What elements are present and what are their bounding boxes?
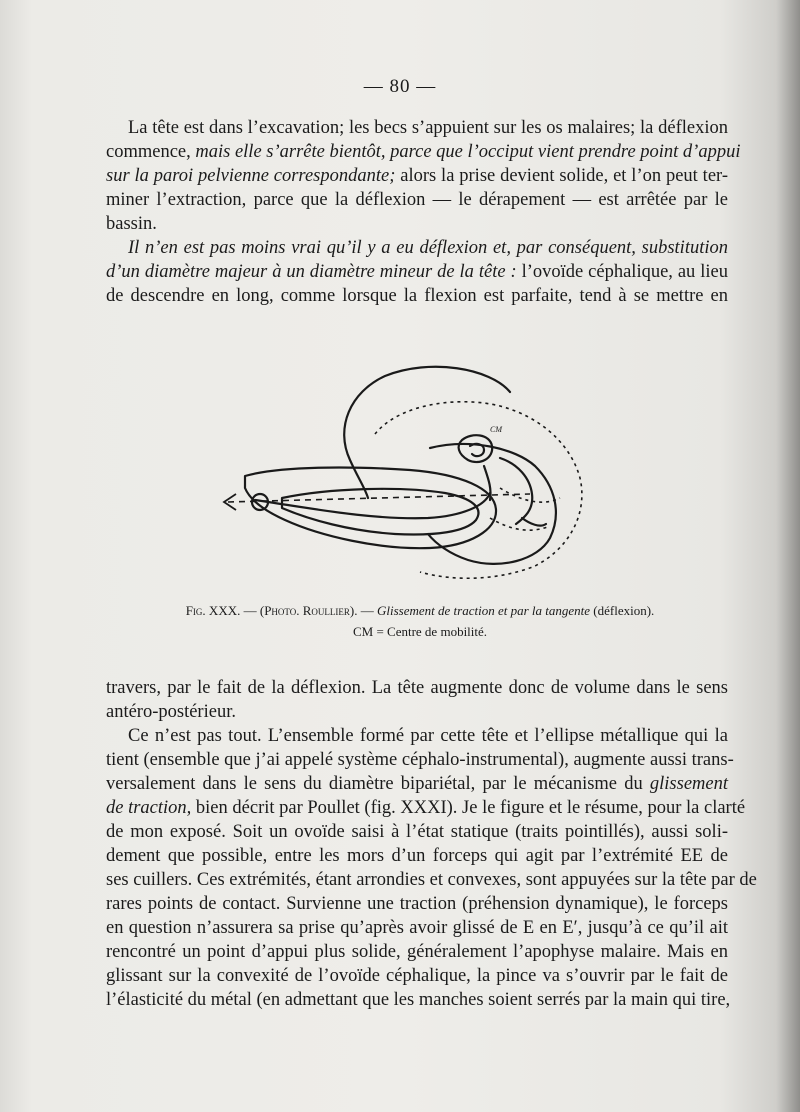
text-line (106, 164, 728, 188)
text-segment: dement que possible, entre les mors d’un forceps qui agit par l’extrémité EE de (106, 846, 728, 866)
text-segment: bassin. (106, 214, 157, 234)
text-segment: glissant sur la convexité de l’ovoïde céphalique, la pince va s’ouvrir par le fait de (106, 966, 728, 986)
text-segment: La tête est dans l’excavation; les becs s’appuient sur les os malaires; la déflexion (128, 118, 728, 138)
page-number: — 80 — (363, 76, 437, 97)
text-block-top (106, 116, 741, 308)
figure-caption-legend: CM = Centre de mobilité. (352, 624, 488, 639)
label-cm: CM (490, 425, 502, 434)
text-segment: commence, (106, 142, 196, 162)
italic-text: glissement (649, 774, 728, 794)
italic-text: mais elle s’arrête bientôt, parce que l’occiput vient prendre point d’appui (195, 142, 741, 162)
text-line (106, 188, 728, 212)
text-segment: alors la prise devient solide, et l’on peut ter- (395, 166, 728, 186)
figure-label: Fig. XXX. (185, 603, 241, 618)
text-block-bottom (106, 676, 757, 1012)
text-line (106, 748, 734, 772)
text-line (106, 260, 728, 284)
text-segment: de descendre en long, comme lorsque la flexion est parfaite, tend à se mettre en (106, 286, 728, 306)
figure-caption (100, 603, 740, 619)
text-segment: bien décrit par Poullet (fig. XXXI). Je le figure et le résume, pour la clarté (191, 798, 746, 818)
text-segment: antéro-postérieur. (106, 702, 236, 722)
text-line (106, 724, 728, 748)
italic-text: Il n’en est pas moins vrai qu’il y a eu déflexion et, par conséquent, substitution (128, 238, 728, 258)
forceps-diagram (200, 348, 600, 588)
caption-dash: — (240, 603, 260, 618)
text-segment: Ce n’est pas tout. L’ensemble formé par cette tête et l’ellipse métallique qui la (128, 726, 728, 746)
text-segment: versalement dans le sens du diamètre bipariétal, par le mécanisme du (106, 774, 650, 794)
text-line (106, 796, 746, 820)
text-line (106, 916, 728, 940)
text-line (106, 868, 757, 892)
text-line (106, 820, 728, 844)
caption-title: Glissement de traction et par la tangente (377, 603, 591, 618)
pelvis-outline (344, 367, 510, 498)
text-line (106, 700, 728, 724)
text-line (106, 676, 728, 700)
text-line (106, 236, 728, 260)
text-line (106, 892, 728, 916)
text-segment: rares points de contact. Survienne une traction (préhension dynamique), le forceps (106, 894, 728, 914)
text-line (106, 284, 728, 308)
italic-text: sur la paroi pelvienne correspondante; (106, 166, 396, 186)
text-segment: miner l’extraction, parce que la déflexion — le dérapement — est arrêtée par le (106, 190, 728, 210)
italic-text: de traction, (106, 798, 192, 818)
text-segment: tient (ensemble que j’ai appelé système céphalo-instrumental), augmente aussi trans- (106, 750, 734, 770)
text-segment: rencontré un point d’appui plus solide, généralement l’apophyse malaire. Mais en (106, 942, 728, 962)
text-line (106, 844, 728, 868)
caption-photo (260, 603, 358, 618)
caption-photo-text: (Photo. Roullier). (259, 603, 358, 618)
caption-suffix: (déflexion). (590, 603, 655, 618)
text-line (106, 212, 728, 236)
text-line (106, 964, 728, 988)
forceps-diagram-svg (200, 348, 600, 588)
face-detail (500, 458, 532, 524)
ear-detail (459, 435, 493, 462)
text-segment: travers, par le fait de la déflexion. La tête augmente donc de volume dans le sens (106, 678, 728, 698)
text-segment: ses cuillers. Ces extrémités, étant arrondies et convexes, sont appuyées sur la tête par de (106, 870, 757, 890)
caption-dash-2: — (357, 603, 377, 618)
text-segment: en question n’assurera sa prise qu’après avoir glissé de E en E′, jusqu’à ce qu’il ait (106, 918, 728, 938)
text-segment: de mon exposé. Soit un ovoïde saisi à l’état statique (traits pointillés), aussi soli- (106, 822, 728, 842)
text-line (106, 988, 731, 1012)
italic-text: d’un diamètre majeur à un diamètre mineur de la tête : (106, 262, 517, 282)
text-line (106, 772, 728, 796)
text-line (106, 940, 728, 964)
text-segment: l’ovoïde céphalique, au lieu (516, 262, 728, 282)
text-line (106, 116, 728, 140)
text-line (106, 140, 741, 164)
text-segment: l’élasticité du métal (en admettant que les manches soient serrés par la main qui tire, (106, 990, 731, 1010)
